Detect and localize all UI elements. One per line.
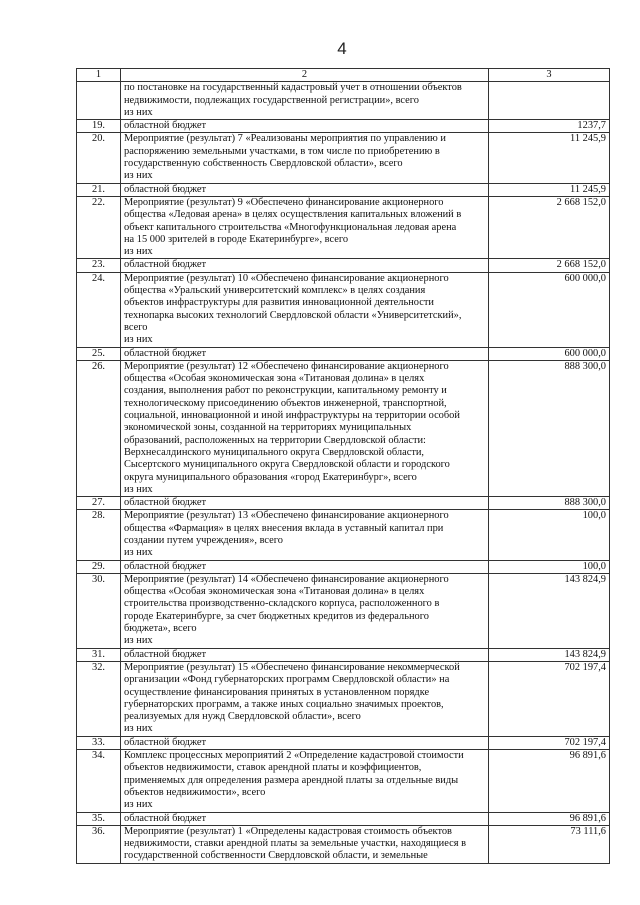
description-line: общества «Особая экономическая зона «Титановая долина» в целях [124,373,425,385]
row-description [121,272,489,347]
row-number: 32. [77,661,121,736]
row-description [121,259,489,272]
row-number: 27. [77,497,121,510]
description-line: строительства производственно-складского корпуса, расположенного в [124,598,440,610]
description-line: областной бюджет [124,497,207,509]
budget-table [76,68,610,864]
description-line: объектов недвижимости, ставок арендной платы и коэффициентов, [124,762,422,774]
description-line: организации «Фонд губернаторских программ Свердловской области» на [124,674,450,686]
table-row [77,183,610,196]
row-description [121,661,489,736]
description-line: Мероприятие (результат) 1 «Определены кадастровая стоимость объектов [124,825,452,837]
row-number: 35. [77,812,121,825]
table-row [77,573,610,648]
row-number: 29. [77,560,121,573]
description-line: областной бюджет [124,120,207,132]
description-line: бюджета», всего [124,623,197,635]
table-row [77,347,610,360]
row-description [121,736,489,749]
description-line: округа муниципального образования «город Екатеринбург», всего [124,471,417,483]
row-amount: 11 245,9 [489,183,610,196]
table-row [77,497,610,510]
description-line: из них [124,799,153,811]
table-row [77,510,610,560]
description-line: Мероприятие (результат) 12 «Обеспечено финансирование акционерного [124,360,449,372]
table-row [77,750,610,812]
row-number: 26. [77,360,121,496]
table-row [77,825,610,863]
table-body [77,69,610,864]
description-line: областной бюджет [124,736,207,748]
description-line: создания, выполнения работ по реконструкции, капитальному ремонту и [124,385,447,397]
description-line: объектов недвижимости», всего [124,786,266,798]
description-line: областной бюджет [124,347,207,359]
row-amount: 2 668 152,0 [489,259,610,272]
row-number: 30. [77,573,121,648]
row-amount: 11 245,9 [489,133,610,183]
description-line: всего [124,321,148,333]
row-description [121,510,489,560]
row-number: 25. [77,347,121,360]
description-line: технопарка высоких технологий Свердловской области «Университетский», [124,309,462,321]
description-line: осуществление финансирования принятых в установленном порядке [124,686,430,698]
description-line: областной бюджет [124,812,207,824]
column-header-amount: 3 [489,69,610,82]
row-number: 34. [77,750,121,812]
description-line: общества «Особая экономическая зона «Титановая долина» в целях [124,586,425,598]
table-row [77,560,610,573]
row-amount: 143 824,9 [489,573,610,648]
table-row [77,82,610,120]
description-line: по постановке на государственный кадастровый учет в отношении объектов [124,82,462,94]
description-line: экономической зоны, созданной на территориях муниципальных [124,422,412,434]
row-amount: 702 197,4 [489,736,610,749]
description-line: государственную собственность Свердловской области», всего [124,158,403,170]
page-number: 4 [337,39,347,58]
row-number: 21. [77,183,121,196]
row-number: 20. [77,133,121,183]
row-amount: 888 300,0 [489,360,610,496]
row-description [121,347,489,360]
row-description [121,360,489,496]
description-line: из них [124,106,153,118]
description-line: областной бюджет [124,560,207,572]
row-description [121,560,489,573]
description-line: Мероприятие (результат) 14 «Обеспечено финансирование акционерного [124,573,449,585]
table-row [77,272,610,347]
row-description [121,573,489,648]
row-amount: 96 891,6 [489,812,610,825]
description-line: Сысертского муниципального округа Свердловской области и городского [124,459,450,471]
row-number: 23. [77,259,121,272]
row-amount: 73 111,6 [489,825,610,863]
description-line: из них [124,170,153,182]
table-row [77,120,610,133]
table-row [77,360,610,496]
row-description [121,812,489,825]
row-amount: 2 668 152,0 [489,196,610,258]
description-line: технологическому присоединению объектов инженерной, транспортной, [124,397,447,409]
table-row [77,648,610,661]
description-line: из них [124,635,153,647]
row-description [121,120,489,133]
description-line: из них [124,246,153,258]
table-row [77,736,610,749]
description-line: губернаторских программ, а также иных социально значимых проектов, [124,698,444,710]
description-line: общества «Фармация» в целях внесения вклада в уставный капитал при [124,522,444,534]
row-amount: 1237,7 [489,120,610,133]
row-description [121,497,489,510]
description-line: общества «Ледовая арена» в целях осуществления капитальных вложений в [124,209,462,221]
row-amount: 100,0 [489,510,610,560]
description-line: Мероприятие (результат) 10 «Обеспечено финансирование акционерного [124,272,449,284]
row-amount: 600 000,0 [489,347,610,360]
column-header-description: 2 [121,69,489,82]
description-line: объект капитального строительства «Многофункциональная ледовая арена [124,221,457,233]
table-row [77,259,610,272]
description-line: из них [124,547,153,559]
description-line: из них [124,483,153,495]
row-number: 31. [77,648,121,661]
row-number: 22. [77,196,121,258]
description-line: объектов инфраструктуры для развития инновационной деятельности [124,297,434,309]
description-line: областной бюджет [124,648,207,660]
row-amount: 96 891,6 [489,750,610,812]
row-number: 28. [77,510,121,560]
description-line: образований, расположенных на территории Свердловской области: [124,434,426,446]
row-amount [489,82,610,120]
description-line: Комплекс процессных мероприятий 2 «Определение кадастровой стоимости [124,750,464,762]
description-line: Мероприятие (результат) 13 «Обеспечено финансирование акционерного [124,510,449,522]
description-line: реализуемых для нужд Свердловской области», всего [124,711,361,723]
description-line: общества «Уральский университетский комплекс» в целях создания [124,285,426,297]
description-line: применяемых для определения размера арендной платы за отдельные виды [124,774,459,786]
description-line: социальной, инновационной и иной инфраструктуры на территории особой [124,410,460,422]
description-line: Верхнесалдинского муниципального округа Свердловской области, [124,446,425,458]
row-description [121,648,489,661]
description-line: из них [124,334,153,346]
row-description [121,750,489,812]
row-description [121,196,489,258]
row-amount: 143 824,9 [489,648,610,661]
description-line: государственной собственности Свердловской области, и земельные [124,850,428,862]
description-line: создании путем учреждения», всего [124,534,283,546]
row-amount: 100,0 [489,560,610,573]
row-amount: 888 300,0 [489,497,610,510]
table-row [77,812,610,825]
table-row [77,133,610,183]
description-line: Мероприятие (результат) 7 «Реализованы мероприятия по управлению и [124,133,446,145]
row-number: 24. [77,272,121,347]
description-line: Мероприятие (результат) 15 «Обеспечено финансирование некоммерческой [124,661,460,673]
row-description [121,183,489,196]
row-description [121,133,489,183]
description-line: недвижимости, подлежащих государственной регистрации», всего [124,94,419,106]
row-number [77,82,121,120]
row-description [121,825,489,863]
table-row [77,196,610,258]
description-line: из них [124,723,153,735]
row-amount: 702 197,4 [489,661,610,736]
row-description [121,82,489,120]
column-header-number: 1 [77,69,121,82]
description-line: Мероприятие (результат) 9 «Обеспечено финансирование акционерного [124,196,444,208]
table-header-row [77,69,610,82]
description-line: областной бюджет [124,259,207,271]
description-line: распоряжению земельными участками, в том числе по приобретению в [124,145,440,157]
description-line: городе Екатеринбурге, за счет бюджетных кредитов из федерального [124,610,429,622]
row-number: 19. [77,120,121,133]
row-amount: 600 000,0 [489,272,610,347]
table-row [77,661,610,736]
row-number: 33. [77,736,121,749]
row-number: 36. [77,825,121,863]
description-line: на 15 000 зрителей в городе Екатеринбурге», всего [124,233,349,245]
description-line: областной бюджет [124,183,207,195]
description-line: недвижимости, ставки арендной платы за земельные участки, находящиеся в [124,838,467,850]
